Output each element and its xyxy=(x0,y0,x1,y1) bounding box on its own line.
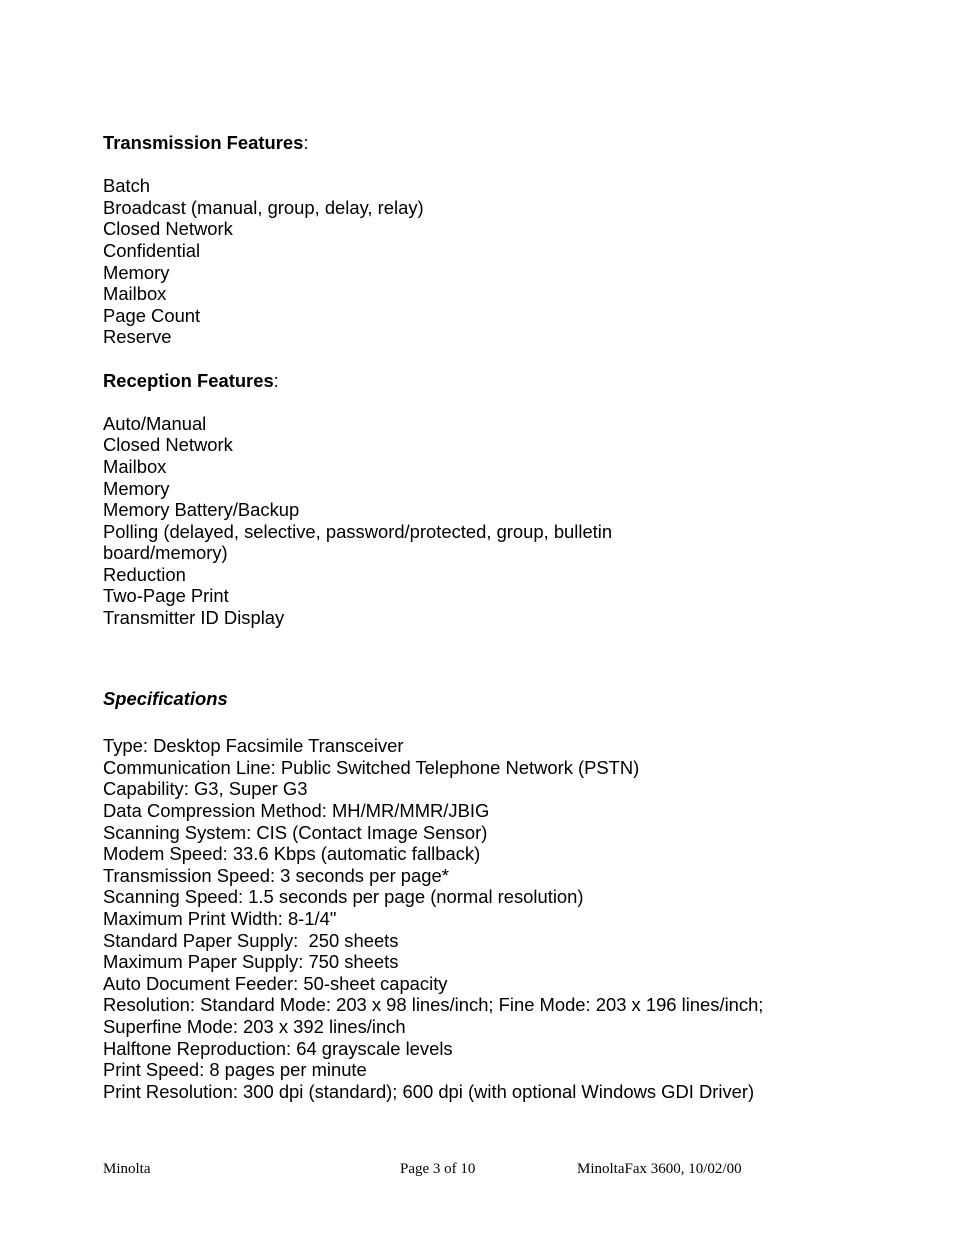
list-item: Auto/Manual xyxy=(103,412,207,434)
specifications-list xyxy=(103,735,863,1102)
list-item: Reserve xyxy=(103,326,172,348)
list-item: Memory xyxy=(103,261,170,283)
spec-item: Communication Line: Public Switched Telephone Network (PSTN) xyxy=(103,756,640,778)
transmission-features-heading xyxy=(103,132,863,154)
spec-item: Capability: G3, Super G3 xyxy=(103,778,308,800)
reception-heading-colon: : xyxy=(273,369,279,391)
spec-item: Auto Document Feeder: 50-sheet capacity xyxy=(103,972,448,994)
list-item: Mailbox xyxy=(103,455,167,477)
spec-item: Print Speed: 8 pages per minute xyxy=(103,1059,367,1081)
list-item: Closed Network xyxy=(103,218,233,240)
spacer xyxy=(103,391,863,413)
list-item: Transmitter ID Display xyxy=(103,607,285,629)
list-item: board/memory) xyxy=(103,542,228,564)
spec-item: Superfine Mode: 203 x 392 lines/inch xyxy=(103,1015,406,1037)
spec-item: Type: Desktop Facsimile Transceiver xyxy=(103,735,404,757)
transmission-features-list xyxy=(103,175,863,348)
spacer xyxy=(103,154,863,176)
transmission-heading-text: Transmission Features xyxy=(103,132,304,153)
spec-item: Resolution: Standard Mode: 203 x 98 lines/inch; Fine Mode: 203 x 196 lines/inch; xyxy=(103,994,764,1016)
spec-item: Modem Speed: 33.6 Kbps (automatic fallback) xyxy=(103,843,481,865)
reception-heading-text: Reception Features xyxy=(103,369,274,391)
list-item: Page Count xyxy=(103,304,201,326)
list-item: Closed Network xyxy=(103,434,233,456)
list-item: Broadcast (manual, group, delay, relay) xyxy=(103,196,424,218)
spacer xyxy=(103,709,863,735)
document-page xyxy=(103,132,863,1102)
list-item: Reduction xyxy=(103,563,186,585)
spec-item: Transmission Speed: 3 seconds per page* xyxy=(103,864,449,886)
spec-item: Maximum Paper Supply: 750 sheets xyxy=(103,951,399,973)
spec-item: Scanning Speed: 1.5 seconds per page (normal resolution) xyxy=(103,886,584,908)
footer-document-info: MinoltaFax 3600, 10/02/00 xyxy=(577,1161,742,1177)
spec-item: Maximum Print Width: 8-1/4" xyxy=(103,908,337,929)
list-item: Batch xyxy=(103,175,151,197)
list-item: Confidential xyxy=(103,239,201,261)
reception-features-list xyxy=(103,413,863,629)
spec-item: Scanning System: CIS (Contact Image Sensor) xyxy=(103,821,488,843)
reception-features-heading xyxy=(103,370,863,392)
list-item: Two-Page Print xyxy=(103,585,229,607)
list-item: Polling (delayed, selective, password/protected, group, bulletin xyxy=(103,520,613,542)
spacer xyxy=(103,348,863,370)
list-item: Memory xyxy=(103,477,170,499)
spec-item: Halftone Reproduction: 64 grayscale levels xyxy=(103,1037,453,1059)
footer-page-number: Page 3 of 10 xyxy=(400,1161,476,1177)
list-item: Mailbox xyxy=(103,283,167,305)
spec-item: Print Resolution: 300 dpi (standard); 600 dpi (with optional Windows GDI Driver) xyxy=(103,1080,755,1102)
transmission-heading-colon: : xyxy=(303,132,309,153)
specifications-heading: Specifications xyxy=(103,687,228,709)
spacer xyxy=(103,629,863,688)
spec-item: Standard Paper Supply: 250 sheets xyxy=(103,929,399,951)
footer-company: Minolta xyxy=(103,1161,151,1177)
list-item: Memory Battery/Backup xyxy=(103,499,300,521)
spec-item: Data Compression Method: MH/MR/MMR/JBIG xyxy=(103,800,490,822)
